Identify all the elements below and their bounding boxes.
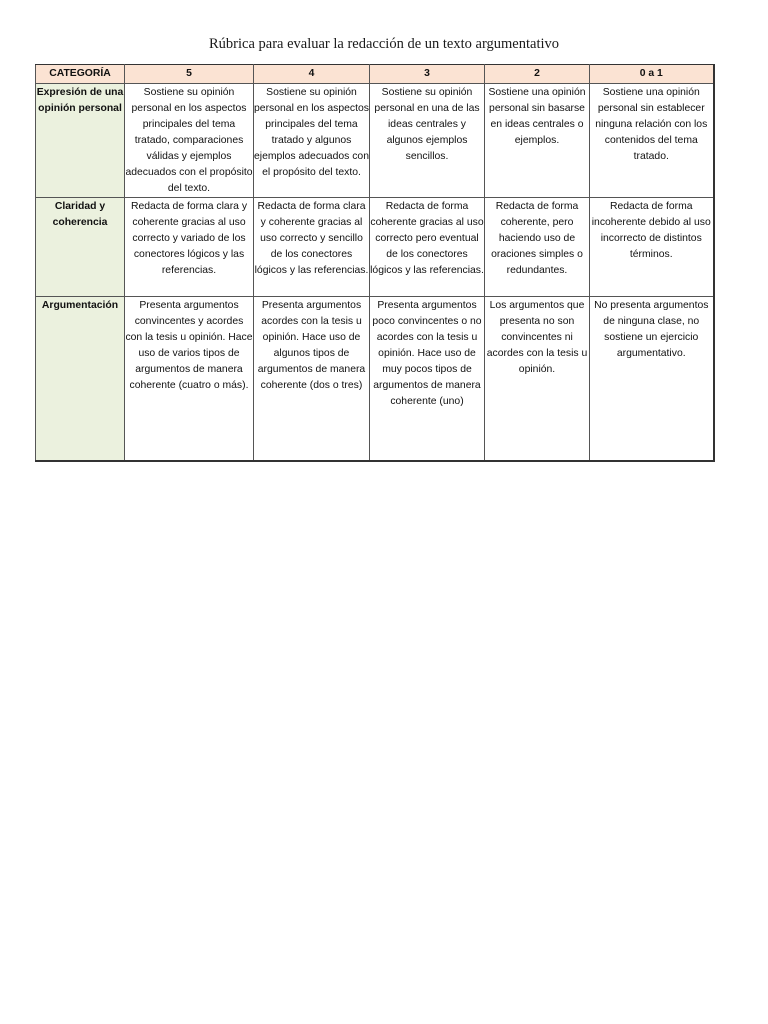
criteria-cell: Redacta de forma coherente, pero haciendo uso de oraciones simples o redundantes. xyxy=(485,198,590,297)
table-row xyxy=(36,84,714,198)
criteria-cell: Redacta de forma coherente gracias al uso correcto pero eventual de los conectores lógicos y las referencias. xyxy=(370,198,485,297)
criteria-cell: Sostiene su opinión personal en los aspectos principales del tema tratado, comparaciones válidas y ejemplos adecuados con el propósito del texto. xyxy=(125,84,254,198)
header-score-0-1: 0 a 1 xyxy=(590,65,714,84)
criteria-cell: No presenta argumentos de ninguna clase, no sostiene un ejercicio argumentativo. xyxy=(590,297,714,462)
criteria-cell: Redacta de forma clara y coherente gracias al uso correcto y sencillo de los conectores lógicos y las referencias. xyxy=(254,198,370,297)
criteria-cell: Sostiene una opinión personal sin establecer ninguna relación con los contenidos del tema tratado. xyxy=(590,84,714,198)
criteria-cell: Sostiene su opinión personal en una de las ideas centrales y algunos ejemplos sencillos. xyxy=(370,84,485,198)
header-score-4: 4 xyxy=(254,65,370,84)
header-score-3: 3 xyxy=(370,65,485,84)
criteria-cell: Redacta de forma clara y coherente gracias al uso correcto y variado de los conectores lógicos y las referencias. xyxy=(125,198,254,297)
page-title: Rúbrica para evaluar la redacción de un texto argumentativo xyxy=(209,36,559,52)
table-row xyxy=(36,297,714,462)
criteria-cell: Sostiene una opinión personal sin basarse en ideas centrales o ejemplos. xyxy=(485,84,590,198)
criteria-cell: Los argumentos que presenta no son convincentes ni acordes con la tesis u opinión. xyxy=(485,297,590,462)
header-row xyxy=(36,65,714,84)
criteria-cell: Presenta argumentos acordes con la tesis u opinión. Hace uso de algunos tipos de argumentos de manera coherente (dos o tres) xyxy=(254,297,370,462)
header-categoria: CATEGORÍA xyxy=(36,65,125,84)
header-score-5: 5 xyxy=(125,65,254,84)
criteria-cell: Sostiene su opinión personal en los aspectos principales del tema tratado y algunos ejemplos adecuados con el propósito del texto. xyxy=(254,84,370,198)
header-score-2: 2 xyxy=(485,65,590,84)
criteria-cell: Redacta de forma incoherente debido al uso incorrecto de distintos términos. xyxy=(590,198,714,297)
criteria-cell: Presenta argumentos poco convincentes o no acordes con la tesis u opinión. Hace uso de muy pocos tipos de argumentos de manera coherente (uno) xyxy=(370,297,485,462)
category-cell: Expresión de una opinión personal xyxy=(36,84,125,198)
rubric-table xyxy=(35,64,715,462)
table-row xyxy=(36,198,714,297)
criteria-cell: Presenta argumentos convincentes y acordes con la tesis u opinión. Hace uso de varios tipos de argumentos de manera coherente (cuatro o más). xyxy=(125,297,254,462)
category-cell: Claridad y coherencia xyxy=(36,198,125,297)
category-cell: Argumentación xyxy=(36,297,125,462)
